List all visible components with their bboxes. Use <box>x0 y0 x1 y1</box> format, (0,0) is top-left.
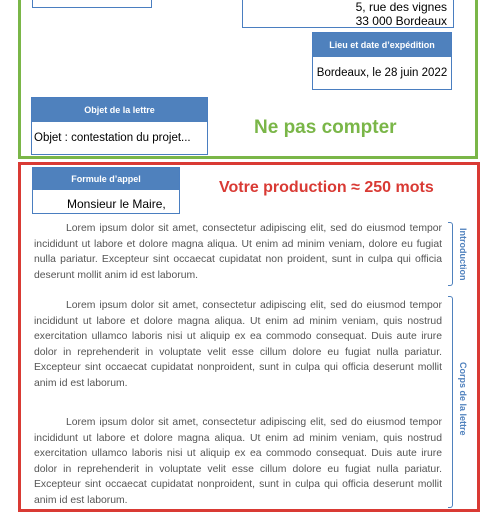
production-label: Votre production ≈ 250 mots <box>219 179 434 196</box>
paragraph-introduction: Lorem ipsum dolor sit amet, consectetur adipiscing elit, sed do eiusmod tempor incididunt ut labore et dolore magna aliqua. Ut enim ad minim veniam, dolore eu fugiat nulla pariatur. Excepteur sint occaecat cupidatat non proident, sunt in culpa qui officia deserunt mollit anim id est laborum. <box>34 223 442 281</box>
introduction-bracket <box>448 222 453 286</box>
place-date-header: Lieu et date d’expédition <box>313 33 451 57</box>
salutation-header: Formule d’appel <box>33 168 179 190</box>
body-side-label: Corps de la lettre <box>458 362 468 436</box>
not-counted-label: Ne pas compter <box>254 117 397 138</box>
place-date-box <box>312 32 452 90</box>
introduction-side-label: Introduction <box>458 228 468 281</box>
subject-value: Objet : contestation du projet... <box>34 132 191 144</box>
recipient-street: 5, rue des vignes <box>355 0 447 14</box>
salutation-box <box>32 167 180 214</box>
subject-header: Objet de la lettre <box>32 98 207 122</box>
recipient-city: 33 000 Bordeaux <box>355 14 447 28</box>
recipient-box <box>242 0 454 28</box>
body-bracket <box>448 296 453 508</box>
salutation-value: Monsieur le Maire, <box>67 197 166 211</box>
place-date-value: Bordeaux, le 28 juin 2022 <box>316 67 448 79</box>
paragraph-body-2: Lorem ipsum dolor sit amet, consectetur adipiscing elit, sed do eiusmod tempor incididunt ut labore et dolore magna aliqua. Ut enim ad minim veniam, quis nostrud exercitation ullamco laboris nisi ut aliquip ex ea commodo consequat. Duis aute irure dolor in reprehenderit in voluptate velit esse cillum dolore eu fugiat nulla pariatur. Excepteur sint occaecat cupidatat nonproident, sunt in culpa qui officia deserunt mollit anim id est laborum. <box>34 417 442 506</box>
sender-box <box>32 0 152 8</box>
subject-box <box>31 97 208 155</box>
paragraph-body-1: Lorem ipsum dolor sit amet, consectetur adipiscing elit, sed do eiusmod tempor incididunt ut labore et dolore magna aliqua. Ut enim ad minim veniam, quis nostrud exercitation ullamco laboris nisi ut aliquip ex ea commodo consequat. Duis aute irure dolor in reprehenderit in voluptate velit esse cillum dolore eu fugiat nulla pariatur. Excepteur sint occaecat cupidatat nonproident, sunt in culpa qui officia deserunt mollit anim id est laborum. <box>34 300 442 389</box>
